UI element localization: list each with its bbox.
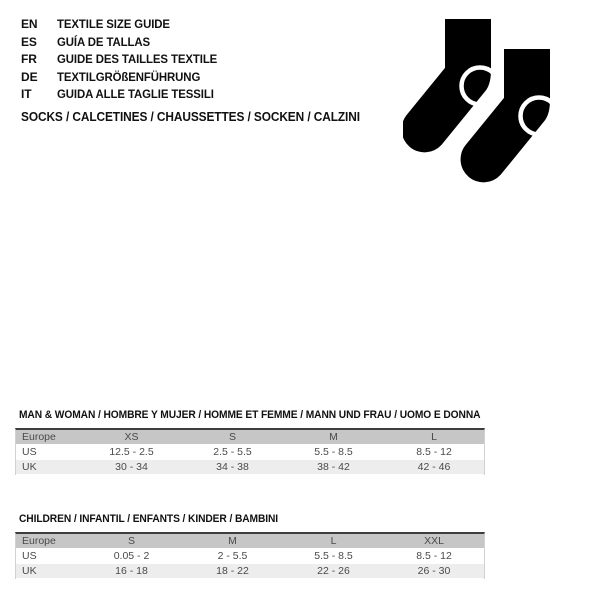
table-row xyxy=(16,445,484,460)
size-value: 8.5 - 12 xyxy=(384,445,484,460)
region-label: US xyxy=(16,549,81,564)
column-header: L xyxy=(283,534,384,549)
size-value: 16 - 18 xyxy=(81,564,182,579)
size-value: 38 - 42 xyxy=(283,460,384,475)
adult-size-table xyxy=(15,428,485,475)
column-header: Europe xyxy=(16,430,81,445)
children-size-table xyxy=(15,532,485,579)
column-header: L xyxy=(384,430,484,445)
product-category-line xyxy=(21,110,378,124)
children-table-title-text: CHILDREN / INFANTIL / ENFANTS / KINDER / BAMBINI xyxy=(19,513,279,525)
adult-table-title-text: MAN & WOMAN / HOMBRE Y MUJER / HOMME ET FEMME / MANN UND FRAU / UOMO E DONNA xyxy=(19,409,481,421)
size-value: 34 - 38 xyxy=(182,460,283,475)
column-header: XXL xyxy=(384,534,484,549)
size-value: 22 - 26 xyxy=(283,564,384,579)
size-value: 5.5 - 8.5 xyxy=(283,445,384,460)
language-code: FR xyxy=(21,52,37,66)
adult-table-title xyxy=(19,409,485,421)
children-table-title xyxy=(19,513,485,525)
table-row xyxy=(16,460,484,475)
column-header: S xyxy=(81,534,182,549)
guide-title-es: GUÍA DE TALLAS xyxy=(57,34,151,49)
list-item xyxy=(21,16,226,34)
adult-size-table-group xyxy=(15,409,485,475)
guide-title-en: TEXTILE SIZE GUIDE xyxy=(57,17,170,31)
language-code: ES xyxy=(21,34,37,49)
language-code: DE xyxy=(21,69,38,84)
region-label: US xyxy=(16,445,81,460)
column-header: Europe xyxy=(16,534,81,549)
language-guide-list xyxy=(21,16,226,104)
size-value: 12.5 - 2.5 xyxy=(81,445,182,460)
guide-title-fr: GUIDE DES TAILLES TEXTILE xyxy=(57,52,218,66)
size-value: 5.5 - 8.5 xyxy=(283,549,384,564)
guide-title-de: TEXTILGRÖßENFÜHRUNG xyxy=(57,69,201,84)
list-item xyxy=(21,51,226,69)
size-value: 18 - 22 xyxy=(182,564,283,579)
children-size-table-group xyxy=(15,513,485,579)
socks-icon xyxy=(403,16,578,191)
region-label: UK xyxy=(16,460,81,475)
list-item xyxy=(21,34,226,52)
table-header-row xyxy=(16,430,484,445)
list-item xyxy=(21,86,226,104)
table-header-row xyxy=(16,534,484,549)
column-header: M xyxy=(283,430,384,445)
column-header: S xyxy=(182,430,283,445)
size-value: 42 - 46 xyxy=(384,460,484,475)
product-category-text: SOCKS / CALCETINES / CHAUSSETTES / SOCKEN / CALZINI xyxy=(21,110,360,124)
guide-title-it: GUIDA ALLE TAGLIE TESSILI xyxy=(57,87,214,101)
size-value: 2 - 5.5 xyxy=(182,549,283,564)
language-code: IT xyxy=(21,87,32,101)
size-tables xyxy=(15,409,485,579)
table-row xyxy=(16,549,484,564)
size-value: 8.5 - 12 xyxy=(384,549,484,564)
size-value: 26 - 30 xyxy=(384,564,484,579)
size-value: 2.5 - 5.5 xyxy=(182,445,283,460)
language-code: EN xyxy=(21,17,38,31)
list-item xyxy=(21,69,226,87)
size-value: 30 - 34 xyxy=(81,460,182,475)
column-header: XS xyxy=(81,430,182,445)
size-value: 0.05 - 2 xyxy=(81,549,182,564)
region-label: UK xyxy=(16,564,81,579)
column-header: M xyxy=(182,534,283,549)
table-row xyxy=(16,564,484,579)
